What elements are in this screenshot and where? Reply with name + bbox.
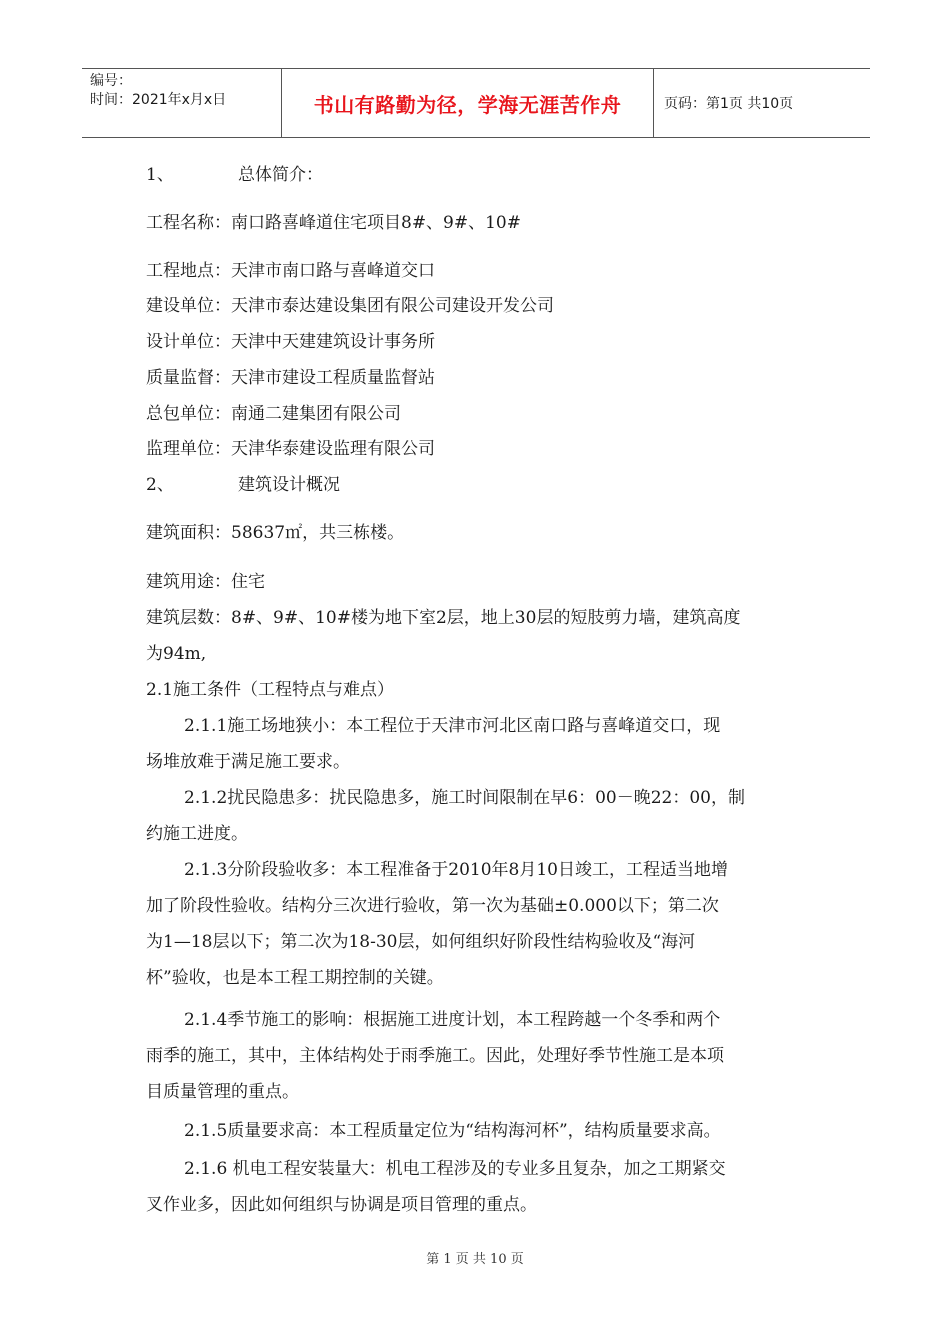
paragraph-2-1-1-line-2: 场堆放难于满足施工要求。 <box>146 752 350 772</box>
section-2-title: 建筑设计概况 <box>238 475 340 495</box>
section-1-title: 总体简介： <box>238 165 323 185</box>
section-1-number: 1、 <box>146 165 174 185</box>
page-footer: 第 1 页 共 10 页 <box>426 1252 524 1267</box>
building-height-line: 为94m, <box>146 644 207 664</box>
section-2-number: 2、 <box>146 475 174 495</box>
paragraph-2-1-6-line-2: 叉作业多，因此如何组织与协调是项目管理的重点。 <box>146 1195 537 1215</box>
section-1-heading <box>146 160 323 185</box>
header-page-info: 页码：第1页 共10页 <box>664 96 794 112</box>
paragraph-2-1-3-line-4: 杯”验收，也是本工程工期控制的关键。 <box>146 968 444 988</box>
building-area-line: 建筑面积：58637㎡，共三栋楼。 <box>146 523 405 543</box>
paragraph-2-1-1-line-1: 2.1.1施工场地狭小：本工程位于天津市河北区南口路与喜峰道交口，现 <box>184 716 721 736</box>
paragraph-2-1-5: 2.1.5质量要求高：本工程质量定位为“结构海河杯”，结构质量要求高。 <box>184 1121 721 1141</box>
document-number-label: 编号： <box>90 73 132 89</box>
paragraph-2-1-2-line-1: 2.1.2扰民隐患多：扰民隐患多，施工时间限制在早6：00－晚22：00，制 <box>184 788 745 808</box>
project-location-line: 工程地点：天津市南口路与喜峰道交口 <box>146 261 435 281</box>
paragraph-2-1-6-line-1: 2.1.6 机电工程安装量大：机电工程涉及的专业多且复杂，加之工期紧交 <box>184 1159 726 1179</box>
paragraph-2-1-4-line-3: 目质量管理的重点。 <box>146 1082 299 1102</box>
quality-supervision-line: 质量监督：天津市建设工程质量监督站 <box>146 368 435 388</box>
building-floors-line: 建筑层数：8#、9#、10#楼为地下室2层，地上30层的短肢剪力墙，建筑高度 <box>146 608 741 628</box>
building-use-line: 建筑用途：住宅 <box>146 572 265 592</box>
general-contractor-line: 总包单位：南通二建集团有限公司 <box>146 404 401 424</box>
design-unit-line: 设计单位：天津中天建建筑设计事务所 <box>146 332 435 352</box>
document-date: 时间：2021年x月x日 <box>90 92 227 108</box>
subsection-2-1-heading: 2.1施工条件（工程特点与难点） <box>146 680 395 700</box>
paragraph-2-1-4-line-1: 2.1.4季节施工的影响：根据施工进度计划，本工程跨越一个冬季和两个 <box>184 1010 721 1030</box>
paragraph-2-1-3-line-3: 为1—18层以下；第二次为18-30层，如何组织好阶段性结构验收及“海河 <box>146 932 696 952</box>
paragraph-2-1-4-line-2: 雨季的施工，其中，主体结构处于雨季施工。因此，处理好季节性施工是本项 <box>146 1046 724 1066</box>
paragraph-2-1-3-line-1: 2.1.3分阶段验收多：本工程准备于2010年8月10日竣工，工程适当地增 <box>184 860 728 880</box>
paragraph-2-1-3-line-2: 加了阶段性验收。结构分三次进行验收，第一次为基础±0.000以下；第二次 <box>146 896 719 916</box>
section-2-heading <box>146 470 340 495</box>
page-header <box>82 68 870 138</box>
header-meta <box>82 69 282 137</box>
header-motto: 书山有路勤为径，学海无涯苦作舟 <box>282 69 654 137</box>
supervision-unit-line: 监理单位：天津华泰建设监理有限公司 <box>146 439 435 459</box>
project-name-line: 工程名称：南口路喜峰道住宅项目8#、9#、10# <box>146 213 521 233</box>
paragraph-2-1-2-line-2: 约施工进度。 <box>146 824 248 844</box>
construction-unit-line: 建设单位：天津市泰达建设集团有限公司建设开发公司 <box>146 296 554 316</box>
